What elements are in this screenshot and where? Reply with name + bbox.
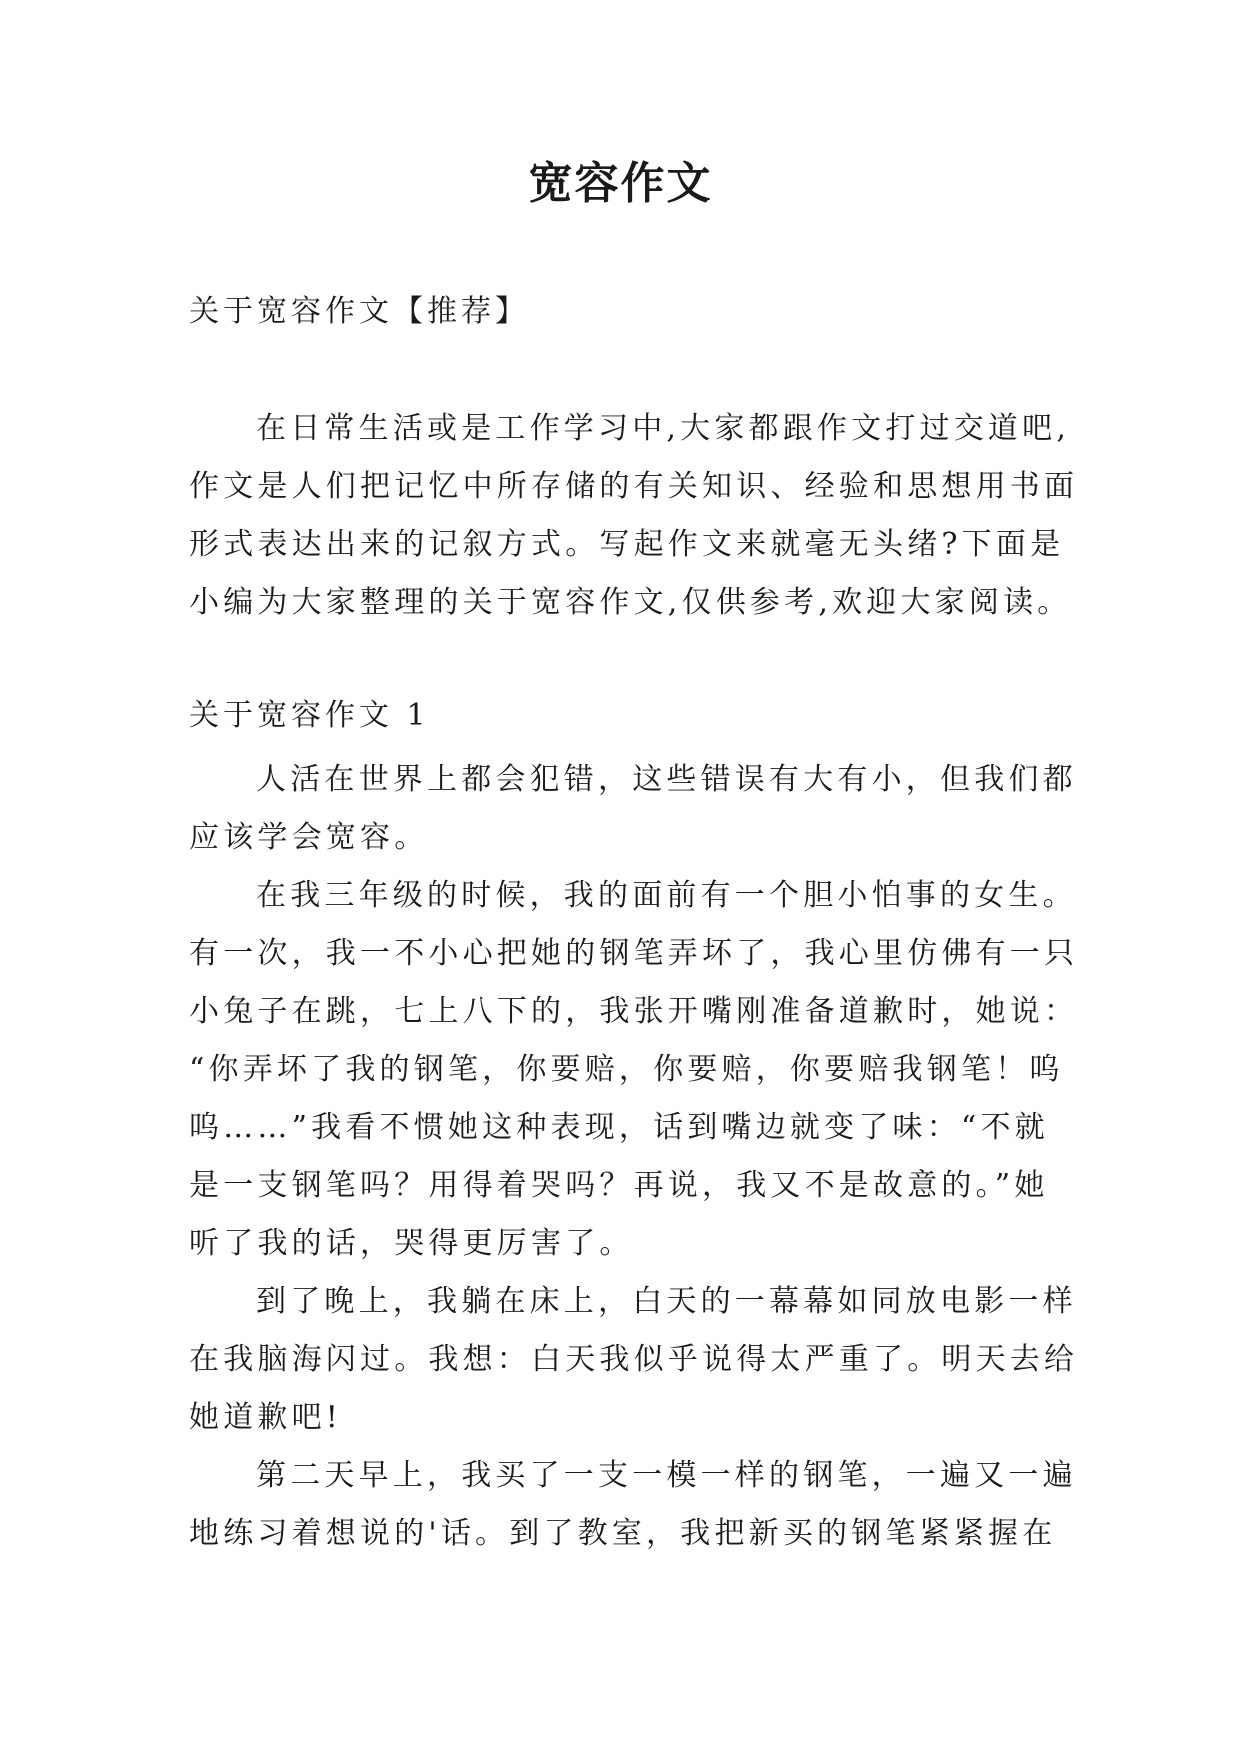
paragraph-line: 在我脑海闪过。我想：白天我似乎说得太严重了。明天去给 <box>189 1342 1079 1377</box>
paragraph-line: 应该学会宽容。 <box>189 820 429 855</box>
paragraph-line: 作文是人们把记忆中所存储的有关知识、经验和思想用书面 <box>189 469 1079 504</box>
paragraph-line: 形式表达出来的记叙方式。写起作文来就毫无头绪?下面是 <box>189 527 1065 562</box>
paragraph-line: 在我三年级的时候，我的面前有一个胆小怕事的女生。 <box>256 878 1077 913</box>
paragraph-line: 呜……”我看不惯她这种表现，话到嘴边就变了味：“不就 <box>189 1110 1049 1145</box>
paragraph-line: 地练习着想说的'话。到了教室，我把新买的钢笔紧紧握在 <box>189 1516 1057 1551</box>
paragraph-line: 有一次，我一不小心把她的钢笔弄坏了，我心里仿佛有一只 <box>189 936 1079 971</box>
paragraph-line: 是一支钢笔吗？用得着哭吗？再说，我又不是故意的。”她 <box>189 1168 1049 1203</box>
paragraph-line: “你弄坏了我的钢笔，你要赔，你要赔，你要赔我钢笔！呜 <box>189 1052 1064 1087</box>
document-title: 宽容作文 <box>528 158 713 209</box>
paragraph-line: 人活在世界上都会犯错，这些错误有大有小，但我们都 <box>256 762 1077 797</box>
essay-body <box>189 751 1079 1563</box>
paragraph-line: 小编为大家整理的关于宽容作文,仅供参考,欢迎大家阅读。 <box>189 585 1072 620</box>
intro-paragraph <box>189 400 1079 632</box>
document-subtitle: 关于宽容作文【推荐】 <box>189 294 529 329</box>
paragraph-line: 小兔子在跳，七上八下的，我张开嘴刚准备道歉时，她说： <box>189 994 1079 1029</box>
paragraph-line: 到了晚上，我躺在床上，白天的一幕幕如同放电影一样 <box>256 1284 1077 1319</box>
paragraph-line: 第二天早上，我买了一支一模一样的钢笔，一遍又一遍 <box>256 1458 1077 1493</box>
paragraph-line: 听了我的话，哭得更厉害了。 <box>189 1226 634 1261</box>
paragraph-line: 她道歉吧! <box>189 1400 343 1435</box>
paragraph-line: 在日常生活或是工作学习中,大家都跟作文打过交道吧, <box>256 411 1071 446</box>
section-heading: 关于宽容作文 1 <box>189 698 430 733</box>
